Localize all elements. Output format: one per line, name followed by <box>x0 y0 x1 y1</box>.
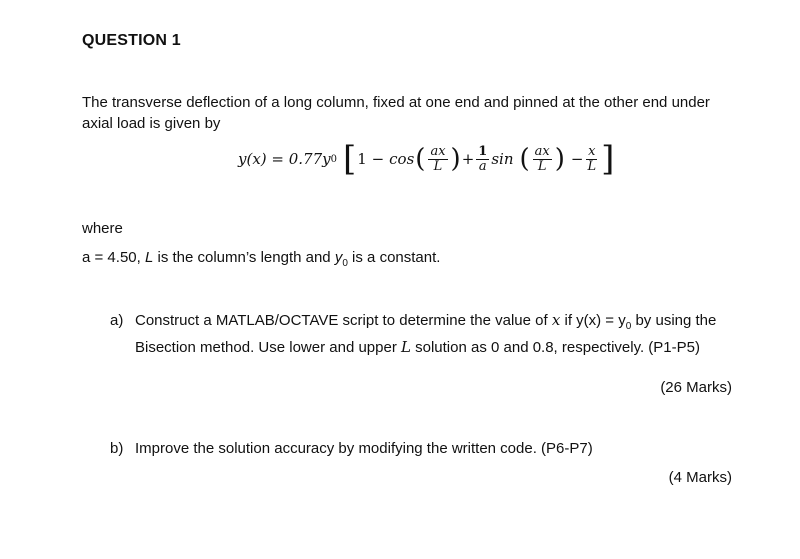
question-intro: The transverse deflection of a long column, fixed at one end and pinned at the other end under axial load is given by <box>82 94 710 132</box>
equation-lhs-subscript: 0 <box>330 153 337 165</box>
fraction-x-over-L <box>585 145 598 174</box>
fraction-numerator: ax <box>534 143 550 159</box>
part-a <box>110 310 735 358</box>
deflection-equation <box>238 134 615 184</box>
fraction-ax-over-L-2 <box>533 145 552 174</box>
part-b-marks: (4 Marks) <box>668 469 732 486</box>
part-a-text <box>135 310 735 358</box>
left-paren: ( <box>519 144 530 174</box>
fraction-numerator: 1 <box>478 143 488 159</box>
part-a-marks: (26 Marks) <box>660 379 732 396</box>
part-a-letter: a) <box>110 312 124 329</box>
where-label: where <box>82 220 123 237</box>
param-L-symbol: L <box>144 249 154 266</box>
part-a-text-3: by using the Bisection method. Use lower and upper <box>135 312 717 356</box>
fraction-numerator: x <box>588 143 596 159</box>
fraction-denominator: a <box>478 158 487 174</box>
plus-sign: + <box>461 150 475 168</box>
fraction-denominator: L <box>587 158 597 174</box>
param-y-text: is a constant. <box>347 249 441 266</box>
part-a-text-2: if y(x) = y <box>560 312 626 329</box>
left-bracket: [ <box>343 139 357 179</box>
equation-lhs: y(x) = 0.77y <box>238 150 331 168</box>
fraction-denominator: L <box>537 158 547 174</box>
param-y-symbol: y <box>334 249 343 266</box>
minus-sign: − <box>570 150 584 168</box>
part-b-letter: b) <box>110 440 124 457</box>
param-L-text: is the column’s length and <box>153 249 335 266</box>
fraction-ax-over-L-1 <box>428 145 447 174</box>
param-y-subscript: 0 <box>342 258 348 269</box>
part-a-x-symbol: x <box>551 311 561 329</box>
part-b <box>110 438 735 459</box>
equation-one-minus: 1 − <box>357 150 385 168</box>
param-a-text: a = 4.50, <box>82 249 145 266</box>
fraction-denominator: L <box>433 158 443 174</box>
right-bracket: ] <box>601 139 615 179</box>
part-a-text-4: solution as 0 and 0.8, respectively. (P1-P5) <box>410 339 700 356</box>
fraction-numerator: ax <box>430 143 446 159</box>
fraction-one-over-a <box>476 145 489 174</box>
cos-function: cos <box>389 150 415 168</box>
right-paren: ) <box>554 144 565 174</box>
part-a-L-symbol: L <box>400 338 411 356</box>
sin-function: sin <box>491 150 514 168</box>
parameter-definitions <box>82 249 440 269</box>
part-b-text: Improve the solution accuracy by modifying the written code. (P6-P7) <box>135 440 593 457</box>
left-paren: ( <box>415 144 426 174</box>
right-paren: ) <box>450 144 461 174</box>
part-a-text-1: Construct a MATLAB/OCTAVE script to determine the value of <box>135 312 552 329</box>
part-a-y-subscript: 0 <box>625 321 632 332</box>
question-title: QUESTION 1 <box>82 32 181 49</box>
